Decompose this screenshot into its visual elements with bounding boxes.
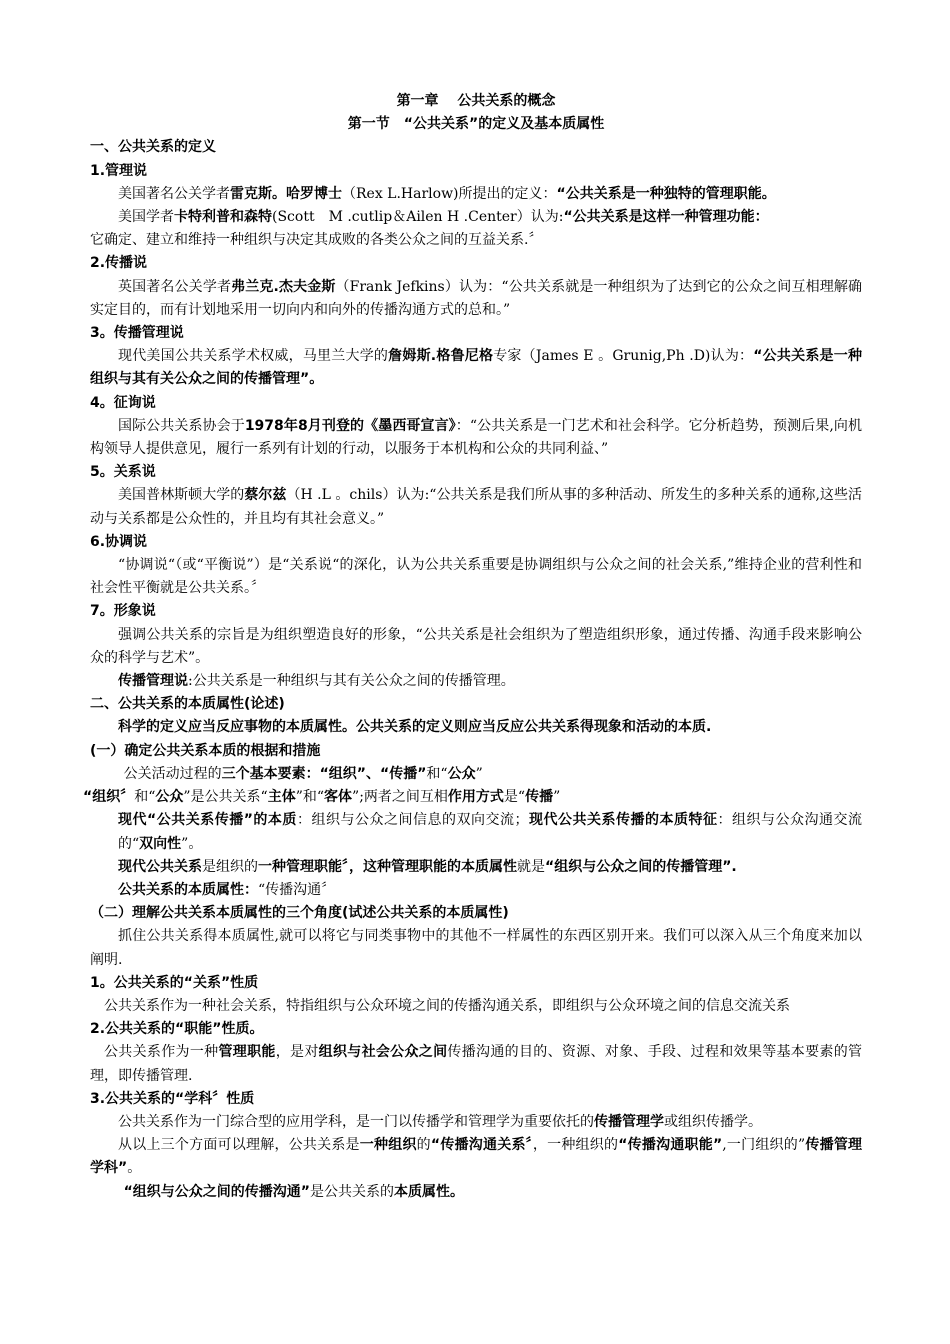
h-relation-nature: 1。公共关系的“关系”性质: [90, 974, 259, 991]
para-subject-object: “组织〞和“公众”是公共关系“主体”和“客体”;两者之间互相作用方式是“传播”: [83, 789, 561, 806]
para-essence-attr: 公共关系的本质属性：“传播沟通〞: [118, 881, 336, 898]
para-function-nature: 公共关系作为一种管理职能，是对组织与社会公众之间传播沟通的目的、资源、对象、手段、过程和效果等基本要素的管理，即传播管理.: [90, 1044, 863, 1084]
para-grunig: 现代美国公共关系学术权威，马里兰大学的詹姆斯.格鲁尼格专家（James E 。Grunig,Ph .D)认为：“公共关系是一种组织与其有关公众之间的传播管理”。: [90, 348, 862, 388]
section-title: 第一节 “公共关系”的定义及基本质属性: [347, 116, 605, 133]
para-cutlip-cont: 它确定、建立和维持一种组织与决定其成败的各类公众之间的互益关系.〞: [90, 232, 543, 249]
h-consultation: 4。征询说: [90, 394, 156, 411]
chapter-title: 第一章 公共关系的概念: [396, 93, 556, 109]
para-childs: 美国普林斯顿大学的蔡尔兹（H .L 。chils）认为:“公共关系是我们所从事的多种活动、所发生的多种关系的通称,这些活动与关系都是公众性的，并且均有其社会意义。”: [90, 487, 862, 527]
part2-heading: 二、公共关系的本质属性(论述): [90, 696, 285, 713]
sub2-heading: （二）理解公共关系本质属性的三个角度(试述公共关系的本质属性): [90, 905, 509, 922]
para-comm-mgmt-summary: 传播管理说:公共关系是一种组织与其有关公众之间的传播管理。: [118, 673, 515, 690]
h-relation: 5。关系说: [90, 464, 156, 481]
para-three-elements: 公关活动过程的三个基本要素：“组织”、“传播”和“公众”: [123, 765, 483, 782]
para-discipline-nature: 公共关系作为一门综合型的应用学科，是一门以传播学和管理学为重要依托的传播管理学或组织传播学。: [118, 1113, 762, 1130]
sub1-heading: (一）确定公共关系本质的根据和措施: [90, 742, 321, 759]
para-harlow: 美国著名公关学者雷克斯。哈罗博士（Rex L.Harlow)所提出的定义：“公共关系是一种独特的管理职能。: [118, 185, 776, 202]
h-coordination: 6.协调说: [90, 533, 148, 550]
h-image: 7。形象说: [90, 603, 156, 620]
h-comm-management: 3。传播管理说: [90, 325, 184, 342]
para-management-function: 现代公共关系是组织的一种管理职能〞，这种管理职能的本质属性就是“组织与公众之间的传播管理”.: [118, 858, 737, 875]
para-relation-nature: 公共关系作为一种社会关系，特指组织与公众环境之间的传播沟通关系，即组织与公众环境之间的信息交流关系: [104, 997, 790, 1014]
part1-heading: 一、公共关系的定义: [90, 139, 216, 156]
h-function-nature: 2.公共关系的“职能”性质。: [90, 1021, 264, 1038]
para-essence: 现代“公共关系传播”的本质：组织与公众之间信息的双向交流；现代公共关系传播的本质特征：组织与公众沟通交流的“双向性”。: [118, 812, 863, 852]
para-jefkins: 英国著名公关学者弗兰克.杰夫金斯（Frank Jefkins）认为：“公共关系就是一种组织为了达到它的公众之间互相理解确实定目的，而有计划地采用一切向内和向外的传播沟通方式的总和。”: [90, 278, 862, 318]
h-communication: 2.传播说: [90, 255, 148, 272]
para-cutlip: 美国学者卡特利普和森特(Scott M .cutlip＆Ailen H .Center）认为:“公共关系是这样一种管理功能：: [118, 209, 769, 226]
h-management: 1.管理说: [90, 162, 148, 179]
para-final: “组织与公众之间的传播沟通”是公共关系的本质属性。: [123, 1183, 464, 1200]
para-coordination: “协调说“（或“平衡说”）是“关系说“的深化，认为公共关系重要是协调组织与公众之间的社会关系,”维持企业的营利性和社会性平衡就是公共关系。〞: [90, 557, 862, 597]
para-mexico: 国际公共关系协会于1978年8月刊登的《墨西哥宣言》：“公共关系是一门艺术和社会科学。它分析趋势，预测后果,向机构领导人提供意见，履行一系列有计划的行动，以服务于本机构和公众的共同利益、”: [90, 417, 862, 458]
h-discipline-nature: 3.公共关系的“学科〞性质: [90, 1090, 255, 1107]
para-scientific-definition: 科学的定义应当反应事物的本质属性。公共关系的定义则应当反应公共关系得现象和活动的本质.: [118, 719, 712, 736]
document-page: [83, 90, 863, 1204]
para-image: 强调公共关系的宗旨是为组织塑造良好的形象，“公共关系是社会组织为了塑造组织形象，通过传播、沟通手段来影响公众的科学与艺术”。: [90, 626, 862, 666]
para-conclusion: 从以上三个方面可以理解，公共关系是一种组织的“传播沟通关系〞，一种组织的“传播沟通职能”,一门组织的”传播管理学科”。: [90, 1137, 863, 1177]
para-three-angles: 抓住公共关系得本质属性,就可以将它与同类事物中的其他不一样属性的东西区别开来。我们可以深入从三个角度来加以阐明.: [90, 928, 862, 968]
